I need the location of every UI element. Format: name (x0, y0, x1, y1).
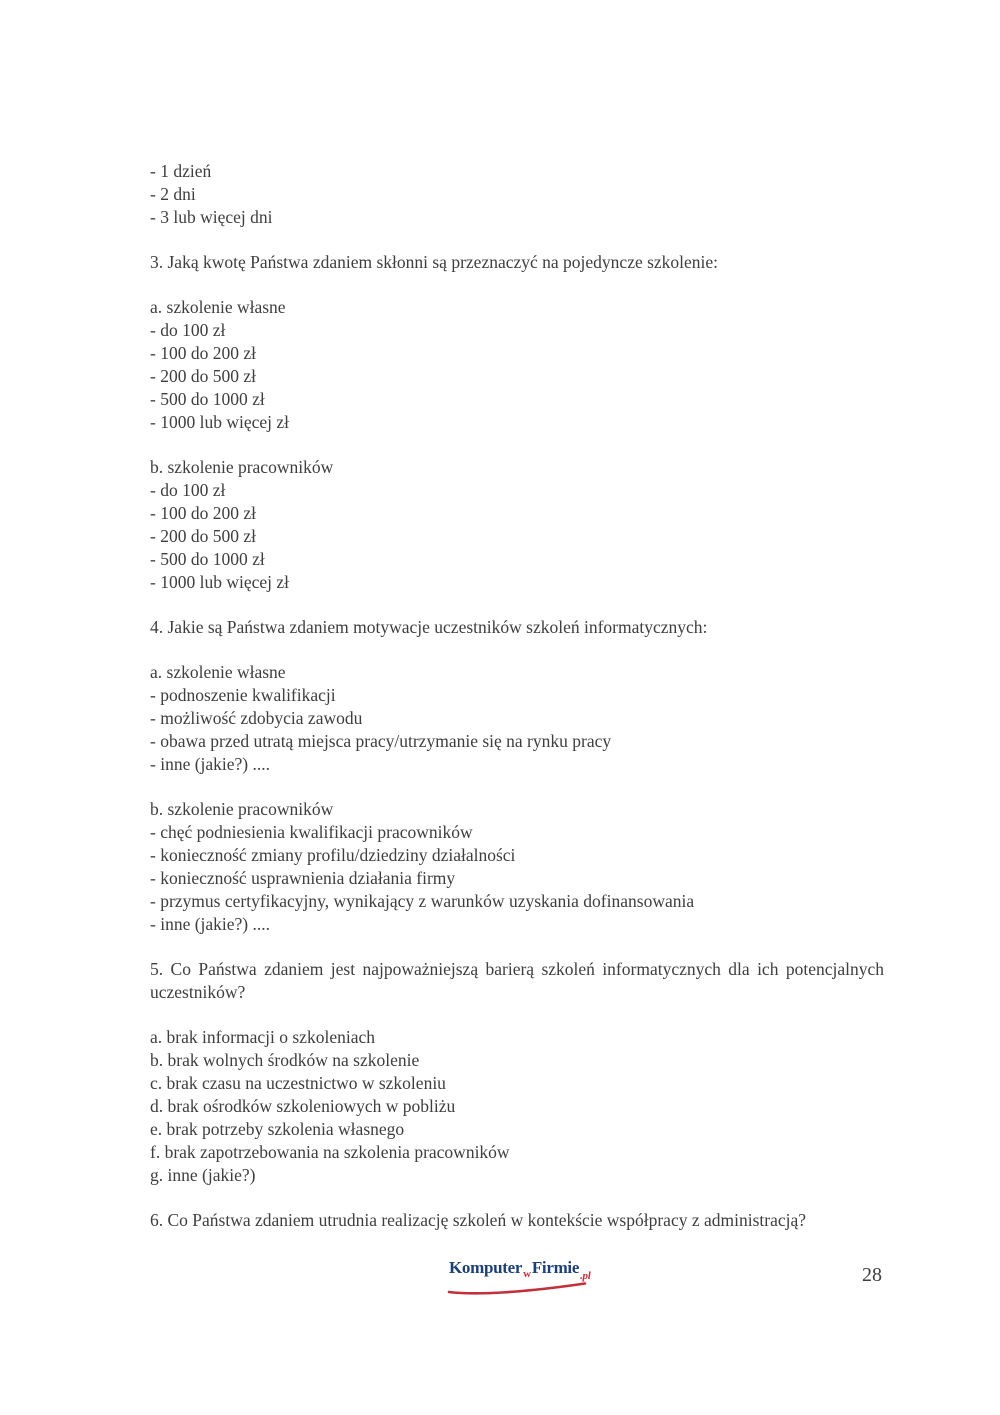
option-item: - możliwość zdobycia zawodu (150, 708, 363, 728)
question-4a-group (150, 661, 884, 776)
list-item: - 2 dni (150, 184, 196, 204)
list-item: - 3 lub więcej dni (150, 207, 273, 227)
logo-wordmark (449, 1258, 609, 1282)
list-item: - 1 dzień (150, 161, 212, 181)
option-item: - przymus certyfikacyjny, wynikający z warunków uzyskania dofinansowania (150, 891, 695, 911)
option-item: c. brak czasu na uczestnictwo w szkoleniu (150, 1073, 446, 1093)
question-3a-group (150, 296, 884, 434)
logo-part-pl: .pl (580, 1270, 591, 1282)
option-item: - 100 do 200 zł (150, 503, 256, 523)
option-item: b. brak wolnych środków na szkolenie (150, 1050, 420, 1070)
sub-header: a. szkolenie własne (150, 297, 286, 317)
option-item: - podnoszenie kwalifikacji (150, 685, 336, 705)
komputerwfirmie-logo (449, 1258, 609, 1303)
option-item: - chęć podniesienia kwalifikacji pracowników (150, 822, 473, 842)
option-item: - 200 do 500 zł (150, 526, 256, 546)
logo-part-firmie: Firmie (531, 1258, 580, 1277)
question-5 (150, 958, 889, 1004)
option-item: e. brak potrzeby szkolenia własnego (150, 1119, 405, 1139)
option-item: - 500 do 1000 zł (150, 389, 265, 409)
option-item: - do 100 zł (150, 320, 226, 340)
question-4b-group (150, 798, 884, 936)
option-item: - konieczność usprawnienia działania firmy (150, 868, 456, 888)
duration-options-list (150, 160, 884, 229)
question-title: 4. Jakie są Państwa zdaniem motywacje uczestników szkoleń informatycznych: (150, 617, 708, 637)
logo-swoosh-underline-icon (447, 1279, 589, 1297)
document-content (150, 160, 889, 1254)
option-item: - do 100 zł (150, 480, 226, 500)
question-6 (150, 1209, 884, 1232)
question-title: 5. Co Państwa zdaniem jest najpoważniejszą barierą szkoleń informatycznych dla ich potencjalnych uczestników? (150, 959, 889, 1002)
option-item: - inne (jakie?) .... (150, 914, 271, 934)
option-item: f. brak zapotrzebowania na szkolenia pracowników (150, 1142, 510, 1162)
option-item: - 100 do 200 zł (150, 343, 256, 363)
option-item: - 1000 lub więcej zł (150, 412, 289, 432)
option-item: - obawa przed utratą miejsca pracy/utrzymanie się na rynku pracy (150, 731, 612, 751)
option-item: - 1000 lub więcej zł (150, 572, 289, 592)
option-item: - konieczność zmiany profilu/dziedziny działalności (150, 845, 516, 865)
option-item: a. brak informacji o szkoleniach (150, 1027, 375, 1047)
option-item: - 500 do 1000 zł (150, 549, 265, 569)
question-3 (150, 251, 884, 274)
option-item: d. brak ośrodków szkoleniowych w pobliżu (150, 1096, 456, 1116)
option-item: - inne (jakie?) .... (150, 754, 271, 774)
question-3b-group (150, 456, 884, 594)
sub-header: b. szkolenie pracowników (150, 457, 334, 477)
question-title: 3. Jaką kwotę Państwa zdaniem skłonni są przeznaczyć na pojedyncze szkolenie: (150, 252, 719, 272)
question-4 (150, 616, 884, 639)
page-number: 28 (862, 1264, 882, 1286)
sub-header: a. szkolenie własne (150, 662, 286, 682)
question-title: 6. Co Państwa zdaniem utrudnia realizację szkoleń w kontekście współpracy z administracją? (150, 1210, 807, 1230)
question-5-options (150, 1026, 884, 1187)
option-item: g. inne (jakie?) (150, 1165, 256, 1185)
logo-part-w: w (523, 1268, 531, 1280)
option-item: - 200 do 500 zł (150, 366, 256, 386)
logo-part-komputer: Komputer (449, 1258, 523, 1277)
sub-header: b. szkolenie pracowników (150, 799, 334, 819)
